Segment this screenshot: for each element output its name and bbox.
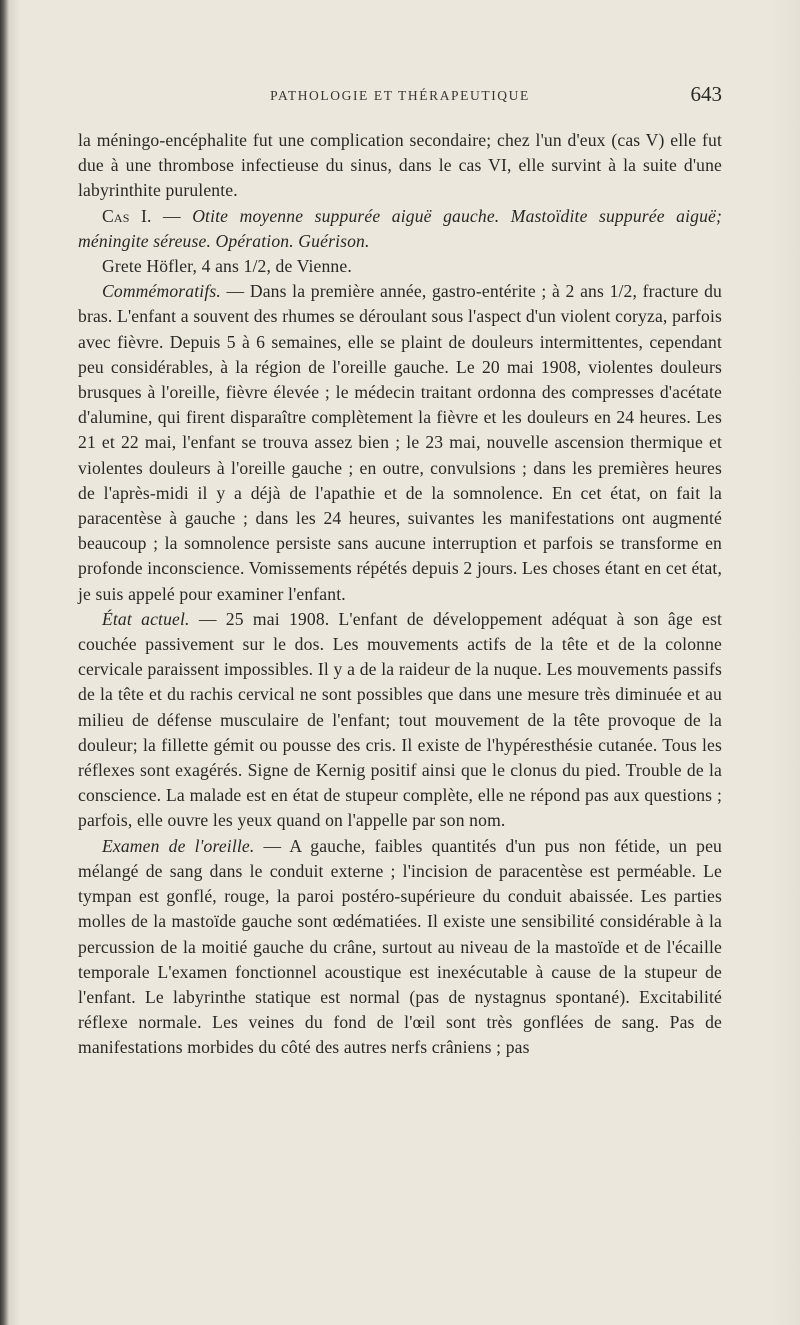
section-lead: Examen de l'oreille. [102,835,255,856]
section-lead: Commémoratifs. [102,281,221,302]
paragraph-text: la méningo-encéphalite fut une complication secondaire; chez l'un d'eux (cas V) elle fut due à une thrombose infectieuse du sinus, dans le cas VI, elle survint à la suite d'une labyrinthite purulente. [78,130,722,201]
paragraph-commemoratifs [78,279,722,607]
paragraph-text: — Dans la première année, gastro-entérite ; à 2 ans 1/2, fracture du bras. L'enfant a souvent des rhumes se déroulant sous l'aspect d'un violent coryza, parfois avec fièvre. Depuis 5 à 6 semaines, elle se plaint de douleurs intermittentes, cependant peu considérables, à la région de l'oreille gauche. Le 20 mai 1908, violentes douleurs brusques à l'oreille, fièvre élevée ; le médecin traitant ordonna des compresses d'acétate d'alumine, qui firent disparaître complètement la fièvre et les douleurs en 24 heures. Les 21 et 22 mai, l'enfant se trouva assez bien ; le 23 mai, nouvelle ascension thermique et violentes douleurs à l'oreille gauche ; en outre, convulsions ; dans les premières heures de l'après-midi il y a déjà de l'apathie et de la somnolence. En cet état, on fait la paracentèse à gauche ; dans les 24 heures, suivantes les manifestations ont augmenté beaucoup ; la somnolence persiste sans aucune interruption et parfois se transforme en profonde inconscience. Vomissements répétés depuis 2 jours. Les choses étant en cet état, je suis appelé pour examiner l'enfant. [78,281,722,604]
case-dash: — [151,205,193,226]
running-title: PATHOLOGIE ET THÉRAPEUTIQUE [270,88,530,103]
patient-line [78,254,722,279]
paragraph-intro [78,128,722,204]
paragraph-etat-actuel [78,607,722,834]
page-number: 643 [690,82,722,106]
paragraph-text: Grete Höfler, 4 ans 1/2, de Vienne. [102,256,352,277]
section-lead: État actuel. [102,608,190,629]
case-title: Otite moyenne suppurée aiguë gauche. Mastoïdite suppurée aiguë; méningite séreuse. Opération. Guérison. [78,205,722,251]
paragraph-text: — A gauche, faibles quantités d'un pus non fétide, un peu mélangé de sang dans le conduit externe ; l'incision de paracentèse est perméable. Le tympan est gonflé, rouge, la paroi postéro-supérieure du conduit abaissée. Les parties molles de la mastoïde gauche sont œdématiées. Il existe une sensibilité considérable à la percussion de la moitié gauche du crâne, surtout au niveau de la mastoïde et de l'écaille temporale L'examen fonctionnel acoustique est inexécutable à cause de la stupeur de l'enfant. Le labyrinthe statique est normal (pas de nystagnus spontané). Excitabilité réflexe normale. Les veines du fond de l'œil sont très gonflées de sang. Pas de manifestations morbides du côté des autres nerfs crâniens ; pas [78,835,722,1058]
case-heading [78,204,722,254]
page-header [78,82,722,112]
paragraph-text: — 25 mai 1908. L'enfant de développement adéquat à son âge est couchée passivement sur le dos. Les mouvements actifs de la tête et de la colonne cervicale paraissent impossibles. Il y a de la raideur de la nuque. Les mouvements passifs de la tête et du rachis cervical ne sont possibles que dans une mesure très diminuée et au milieu de défense musculaire de l'enfant; tout mouvement de la tête provoque de la douleur; la fillette gémit ou pousse des cris. Il existe de l'hypéresthésie cutanée. Tous les réflexes sont exagérés. Signe de Kernig positif ainsi que le clonus du pied. Trouble de la conscience. La malade est en état de stupeur complète, elle ne répond pas aux questions ; parfois, elle ouvre les yeux quand on l'appelle par son nom. [78,608,723,831]
page-body [78,128,722,1061]
paragraph-examen-oreille [78,834,722,1061]
case-label: Cas I. [102,205,152,226]
